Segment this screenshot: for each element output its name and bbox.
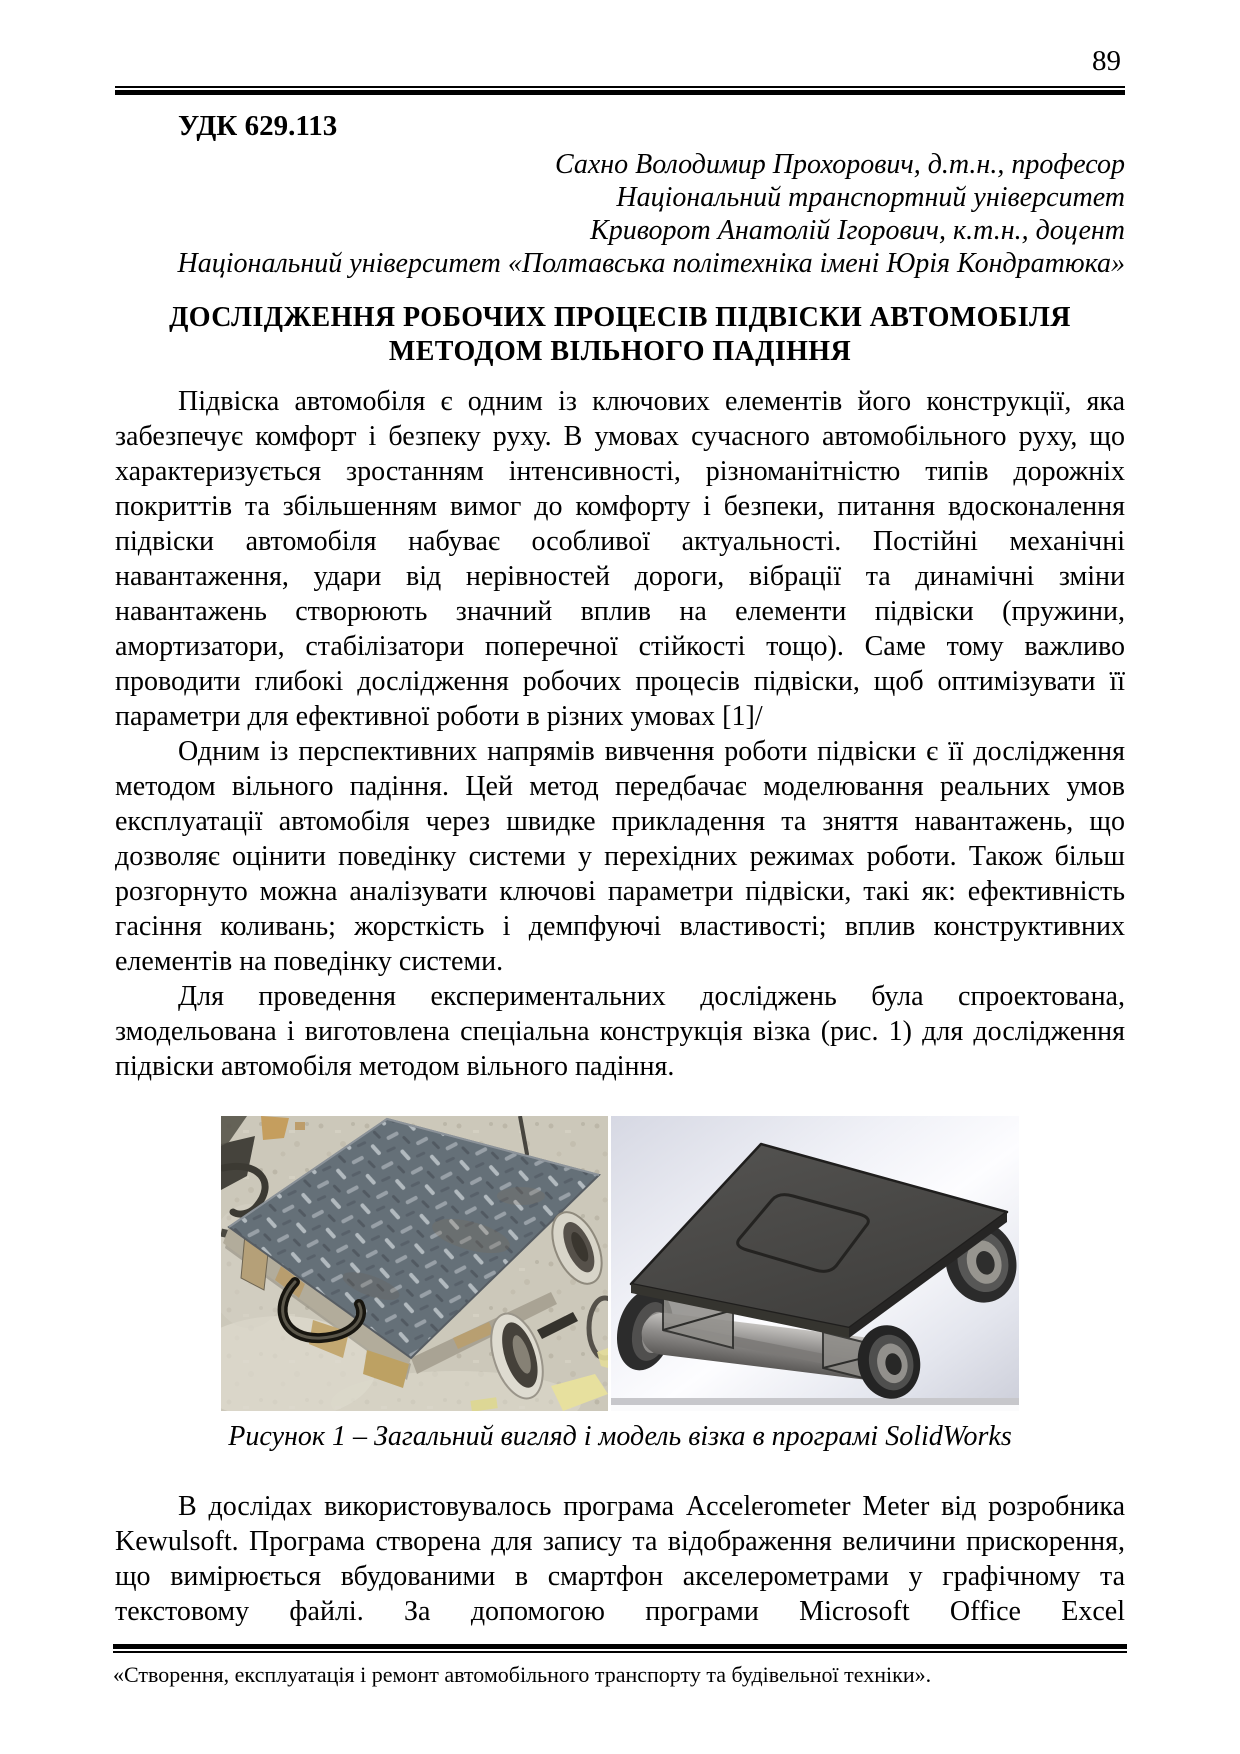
body-text-after-figure — [115, 1489, 1125, 1629]
solidworks-model-image — [611, 1116, 1019, 1411]
article-title — [115, 301, 1125, 369]
cart-photo-image — [221, 1116, 608, 1411]
footer-text: «Створення, експлуатація і ремонт автомобільного транспорту та будівельної техніки». — [113, 1662, 932, 1687]
author-affiliation: Національний університет «Полтавська політехніка імені Юрія Кондратюка» — [177, 248, 1125, 279]
author-line: Сахно Володимир Прохорович, д.т.н., професор — [555, 149, 1125, 180]
author-affiliation: Національний транспортний університет — [616, 182, 1125, 213]
body-paragraph: Підвіска автомобіля є одним із ключових елементів його конструкції, яка забезпечує комфорт і безпеку руху. В умовах сучасного автомобільного руху, що характеризується зростанням інтенсивності, різноманітністю типів дорожніх покриттів та збільшенням вимог до комфорту і безпеки, питання вдосконалення підвіски автомобіля набуває особливої актуальності. Постійні механічні навантаження, удари від нерівностей дороги, вібрації та динамічні зміни навантажень створюють значний вплив на елементи підвіски (пружини, амортизатори, стабілізатори поперечної стійкості тощо). Саме тому важливо проводити глибокі дослідження робочих процесів підвіски, щоб оптимізувати її параметри для ефективної роботи в різних умовах [1]/ — [115, 386, 1125, 732]
figure — [115, 1116, 1125, 1411]
body-text — [115, 384, 1125, 1084]
page-number: 89 — [1092, 45, 1121, 77]
page-footer — [113, 1644, 1127, 1688]
body-paragraph: Одним із перспективних напрямів вивчення роботи підвіски є її дослідження методом вільного падіння. Цей метод передбачає моделювання реальних умов експлуатації автомобіля через швидке прикладення та зняття навантажень, що дозволяє оцінити поведінку системи у перехідних режимах роботи. Також більш розгорнуто можна аналізувати ключові параметри підвіски, такі як: ефективність гасіння коливань; жорсткість і демпфуючі властивості; вплив конструктивних елементів на поведінку системи. — [115, 736, 1125, 977]
header-rule — [115, 86, 1125, 95]
article-title-line-2: МЕТОДОМ ВІЛЬНОГО ПАДІННЯ — [388, 336, 852, 367]
body-paragraph: Для проведення експериментальних досліджень була спроектована, змодельована і виготовлена спеціальна конструкція візка (рис. 1) для дослідження підвіски автомобіля методом вільного падіння. — [115, 981, 1125, 1082]
article-title-line-1: ДОСЛІДЖЕННЯ РОБОЧИХ ПРОЦЕСІВ ПІДВІСКИ АВТОМОБІЛЯ — [169, 302, 1071, 333]
body-paragraph: В дослідах використовувалось програма Accelerometer Meter від розробника Kewulsoft. Програма створена для запису та відображення величини прискорення, що вимірюється вбудованими в смартфон акселерометрами у графічному та текстовому файлі. За допомогою програми Microsoft Office Excel — [115, 1491, 1125, 1627]
page-content — [115, 0, 1125, 1754]
author-block — [115, 148, 1125, 280]
figure-caption: Рисунок 1 – Загальний вигляд і модель візка в програмі SolidWorks — [228, 1421, 1012, 1452]
udc-label: УДК 629.113 — [178, 110, 338, 142]
footer-rule — [113, 1644, 1127, 1653]
author-line: Криворот Анатолій Ігорович, к.т.н., доцент — [590, 215, 1125, 246]
